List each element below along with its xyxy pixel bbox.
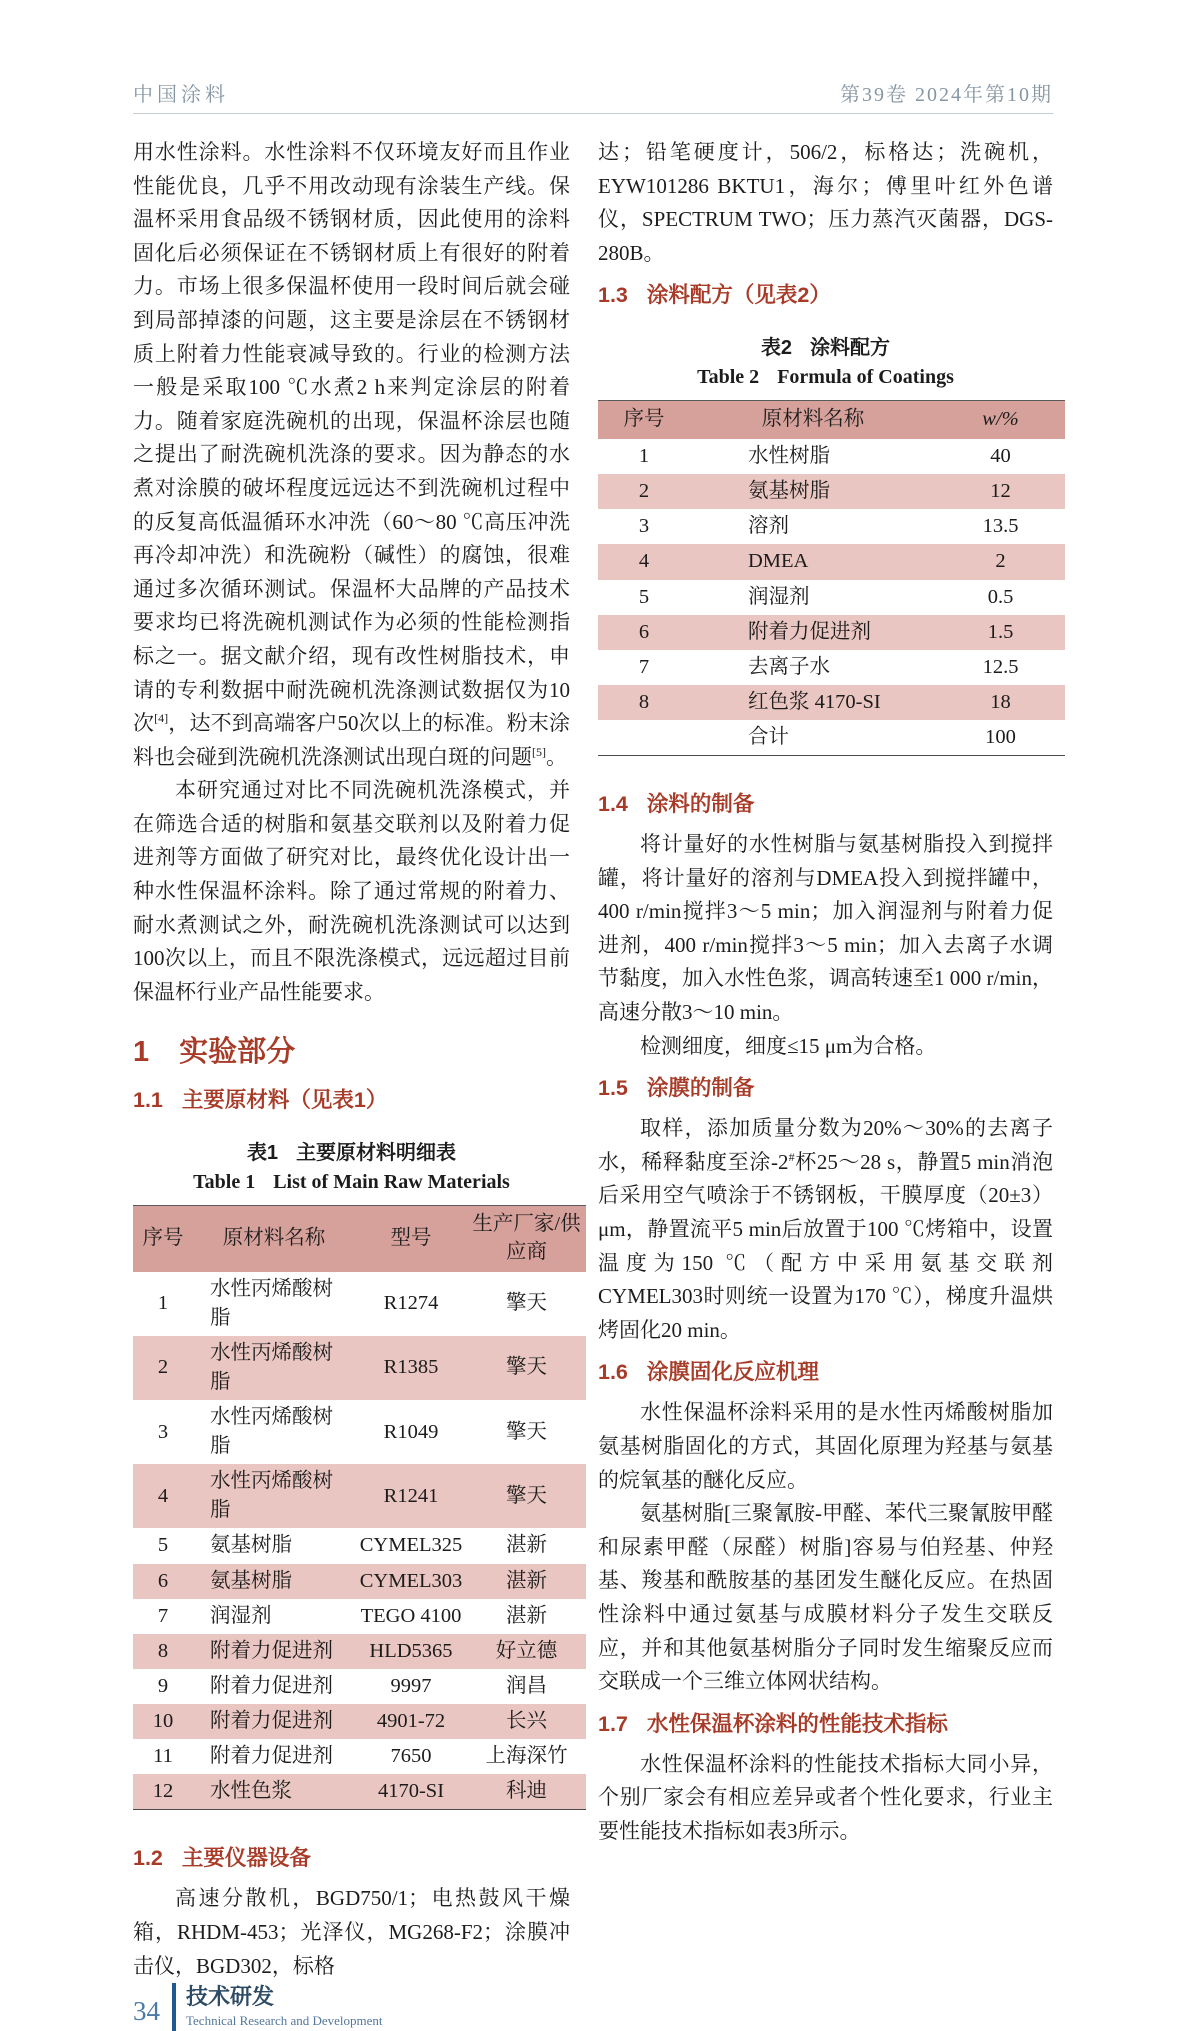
table-cell: 2 — [995, 550, 1006, 573]
table-cell: 2 — [157, 1356, 169, 1379]
table-cell: 去离子水 — [748, 655, 830, 678]
table-cell: 水性色浆 — [210, 1780, 292, 1803]
table-row — [598, 544, 1065, 579]
table-cell: 12 — [152, 1780, 174, 1803]
table-cell: CYMEL325 — [359, 1534, 463, 1557]
table-cell — [598, 720, 690, 756]
table-cell: 6 — [157, 1569, 169, 1592]
table-cell: 2 — [638, 480, 650, 503]
table-row — [598, 474, 1065, 509]
table-cell: 7 — [638, 655, 650, 678]
table-row — [133, 1739, 586, 1774]
table-cell: 4170-SI — [377, 1780, 445, 1803]
table-row — [598, 439, 1065, 474]
paragraph-study-overview: 本研究通过对比不同洗碗机洗涤模式，并在筛选合适的树脂和氨基交联剂以及附着力促进剂等方面做了研究对比，最终优化设计出一种水性保温杯涂料。除了通过常规的附着力、耐水煮测试之外，耐洗碗机洗涤测试可以达到100次以上，而且不限洗涤模式，远远超过目前保温杯行业产品性能要求。 — [133, 778, 570, 1004]
paragraph-instruments-continued: 达；铅笔硬度计，506/2，标格达；洗碗机，EYW101286 BKTU1，海尔；傅里叶红外色谱仪，SPECTRUM TWO；压力蒸汽灭菌器，DGS-280B。 — [598, 140, 1053, 265]
table2-header-row: 序号 原材料名称 w/% — [598, 401, 1065, 439]
paragraph-curing-mechanism-1: 水性保温杯涂料采用的是水性丙烯酸树脂加氨基树脂固化的方式，其固化原理为羟基与氨基的烷氧基的醚化反应。 — [598, 1400, 1053, 1492]
superscript-hash: # — [788, 1149, 795, 1164]
table-cell: 附着力促进剂 — [210, 1745, 333, 1768]
table-cell: HLD5365 — [369, 1639, 453, 1662]
table-cell: 科迪 — [506, 1780, 547, 1803]
table-cell: 11 — [153, 1745, 173, 1768]
page-footer — [133, 1983, 1053, 2031]
table-cell: 氨基树脂 — [748, 480, 830, 503]
paragraph-curing-mechanism-2: 氨基树脂[三聚氰胺-甲醛、苯代三聚氰胺甲醛和尿素甲醛（尿醛）树脂]容易与伯羟基、仲羟基、羧基和酰胺基的基团发生醚化反应。在热固性涂料中通过氨基与成膜材料分子发生交联反应，并和其他氨基树脂分子同时发生缩聚反应而交联成一个三维立体网状结构。 — [598, 1501, 1053, 1694]
table-row — [133, 1464, 586, 1528]
table-cell: 水性丙烯酸树脂 — [210, 1341, 333, 1393]
table-row — [133, 1400, 586, 1464]
table-row — [133, 1669, 586, 1704]
paragraph-intro: 用水性涂料。水性涂料不仅环境友好而且作业性能优良，几乎不用改动现有涂装生产线。保温杯采用食品级不锈钢材质，因此使用的涂料固化后必须保证在不锈钢材质上有很好的附着力。市场上很多保温杯使用一段时间后就会碰到局部掉漆的问题，这主要是涂层在不锈钢材质上附着力性能衰减导致的。行业的检测方法一般是采取100 ℃水煮2 h来判定涂层的附着力。随着家庭洗碗机的出现，保温杯涂层也随之提出了耐洗碗机洗涤的要求。因为静态的水煮对涂膜的破坏程度远远达不到洗碗机过程中的反复高低温循环水冲洗（60～80 ℃高压冲洗再冷却冲洗）和洗碗粉（碱性）的腐蚀，很难通过多次循环测试。保温杯大品牌的产品技术要求均已将洗碗机测试作为必须的性能检测指标之一。据文献介绍，现有改性树脂技术，申请的专利数据中耐洗碗机洗涤测试数据仅为10次[4]，达不到高端客户50次以上的标准。粉末涂料也会碰到洗碗机洗涤测试出现白斑的问题[5]。 — [133, 140, 571, 769]
journal-title: 中国涂料 — [133, 84, 229, 106]
table-cell: 3 — [157, 1420, 169, 1443]
table2-body — [598, 439, 1065, 755]
table1-caption-en: Table 1 List of Main Raw Materials — [193, 1171, 510, 1194]
table-cell: DMEA — [748, 550, 809, 573]
table-cell: 9997 — [390, 1674, 432, 1697]
section-number: 1 — [133, 1036, 150, 1069]
table-cell: R1274 — [383, 1292, 439, 1315]
section-1-3-heading: 1.3 涂料配方（见表2） — [598, 283, 831, 308]
table-cell: 4 — [157, 1484, 169, 1507]
section-1-2-heading: 1.2 主要仪器设备 — [133, 1846, 311, 1871]
page-number: 34 — [133, 1996, 160, 2027]
table-row — [133, 1599, 586, 1634]
table-cell: 溶剂 — [748, 515, 789, 538]
table-cell: 附着力促进剂 — [210, 1710, 333, 1733]
table-cell: 红色浆 4170-SI — [748, 690, 881, 713]
section-1-5-heading: 1.5 涂膜的制备 — [598, 1076, 755, 1101]
citation-ref-4: [4] — [154, 711, 169, 726]
table2-caption-zh: 表2 涂料配方 — [760, 337, 891, 360]
table2-formula — [598, 400, 1065, 756]
table-cell: 附着力促进剂 — [210, 1639, 333, 1662]
paragraph-coating-prep-1: 将计量好的水性树脂与氨基树脂投入到搅拌罐，将计量好的溶剂与DMEA投入到搅拌罐中，400 r/min搅拌3～5 min；加入润湿剂与附着力促进剂，400 r/min搅拌3～5 min；加入去离子水调节黏度，加入水性色浆，调高转速至1 000 r/min，高速分散3～10 min。 — [598, 832, 1053, 1025]
table-cell: 氨基树脂 — [210, 1569, 292, 1592]
table1-header-row: 序号 原材料名称 型号 生产厂家/供应商 — [133, 1206, 586, 1272]
table-cell: 18 — [990, 690, 1011, 713]
table-cell: 湛新 — [506, 1604, 547, 1627]
table-row — [133, 1704, 586, 1739]
table-cell: 氨基树脂 — [210, 1534, 292, 1557]
table-cell: 擎天 — [506, 1292, 547, 1315]
table-cell: R1385 — [383, 1356, 439, 1379]
table-row — [598, 580, 1065, 615]
table-cell: CYMEL303 — [359, 1569, 463, 1592]
footer-section-zh: 技术研发 — [186, 1984, 275, 2010]
table1-caption-zh: 表1 主要原材料明细表 — [246, 1142, 457, 1165]
citation-ref-5: [5] — [532, 744, 546, 759]
section-1-1-heading: 1.1 主要原材料（见表1） — [133, 1088, 388, 1113]
table1-body — [133, 1272, 586, 1810]
table-cell: 4 — [638, 550, 650, 573]
table-row — [133, 1528, 586, 1563]
footer-divider-bar — [172, 1983, 176, 2031]
table-cell: 润湿剂 — [748, 585, 810, 608]
table-row — [598, 615, 1065, 650]
table-cell: R1049 — [383, 1420, 439, 1443]
paragraph-instruments: 高速分散机，BGD750/1；电热鼓风干燥箱，RHDM-453；光泽仪，MG268-F2；涂膜冲击仪，BGD302，标格 — [133, 1886, 570, 1978]
table-cell: 7650 — [390, 1745, 432, 1768]
table-row — [133, 1634, 586, 1669]
table-row — [598, 650, 1065, 685]
table-cell: 水性丙烯酸树脂 — [210, 1470, 333, 1522]
table-row — [133, 1336, 586, 1400]
table-row — [598, 509, 1065, 544]
table-cell: 好立德 — [495, 1639, 558, 1662]
paragraph-film-prep: 取样，添加质量分数为20%～30%的去离子水，稀释黏度至涂-2#杯25～28 s，静置5 min消泡后采用空气喷涂于不锈钢板，干膜厚度（20±3） μm，静置流平5 min后放置于100 ℃烤箱中，设置温度为150 ℃（配方中采用氨基交联剂CYMEL303时则统一设置为170 ℃），梯度升温烘烤固化20 min。 — [598, 1116, 1053, 1342]
left-column — [133, 136, 581, 1983]
table-row — [598, 685, 1065, 720]
table-cell: 8 — [638, 690, 650, 713]
table2-caption-en: Table 2 Formula of Coatings — [697, 366, 954, 389]
table-cell: 100 — [985, 725, 1016, 748]
table-cell: 湛新 — [506, 1534, 547, 1557]
table-cell: 附着力促进剂 — [748, 620, 871, 643]
volume-issue: 第39卷 2024年第10期 — [840, 84, 1053, 106]
section-1-heading — [133, 1035, 570, 1070]
table-cell: 合计 — [748, 725, 789, 748]
table-cell: 9 — [157, 1674, 169, 1697]
paragraph-performance-index: 水性保温杯涂料的性能技术指标大同小异，个别厂家会有相应差异或者个性化要求，行业主要性能技术指标如表3所示。 — [598, 1751, 1053, 1843]
table-cell: 13.5 — [982, 515, 1019, 538]
table-cell: 40 — [990, 445, 1011, 468]
table-cell: 擎天 — [506, 1356, 547, 1379]
table-cell: 6 — [638, 620, 650, 643]
table-cell: 上海深竹 — [485, 1745, 568, 1768]
table-row — [133, 1564, 586, 1599]
table-cell: 附着力促进剂 — [210, 1674, 333, 1697]
table-cell: 1 — [157, 1292, 169, 1315]
table-cell: 擎天 — [506, 1484, 547, 1507]
table-cell: 8 — [157, 1639, 169, 1662]
table-row — [598, 720, 1065, 756]
table-cell: 1 — [638, 445, 650, 468]
table-cell: 12.5 — [982, 655, 1019, 678]
section-1-4-heading: 1.4 涂料的制备 — [598, 792, 755, 817]
table-cell: 1.5 — [987, 620, 1014, 643]
table-cell: 擎天 — [506, 1420, 547, 1443]
table-cell: 7 — [157, 1604, 169, 1627]
table-cell: 水性丙烯酸树脂 — [210, 1277, 333, 1329]
table-cell: 4901-72 — [376, 1710, 446, 1733]
table-cell: 湛新 — [506, 1569, 547, 1592]
table-cell: 长兴 — [506, 1710, 547, 1733]
section-title: 实验部分 — [179, 1036, 296, 1069]
table-cell: 10 — [152, 1710, 174, 1733]
table-row — [133, 1272, 586, 1336]
paragraph-coating-prep-2: 检测细度，细度≤15 μm为合格。 — [640, 1033, 937, 1058]
two-column-body — [133, 136, 1053, 1983]
table-cell: TEGO 4100 — [360, 1604, 462, 1627]
right-column — [598, 136, 1053, 1849]
table1-raw-materials — [133, 1205, 586, 1810]
table-cell: 5 — [157, 1534, 169, 1557]
table-cell: 润昌 — [506, 1674, 547, 1697]
table-cell: 水性丙烯酸树脂 — [210, 1406, 333, 1458]
running-head — [133, 78, 1053, 114]
table-cell: 3 — [638, 515, 650, 538]
footer-section-en: Technical Research and Development — [186, 2012, 383, 2028]
table-cell: 润湿剂 — [210, 1604, 272, 1627]
section-1-7-heading: 1.7 水性保温杯涂料的性能技术指标 — [598, 1711, 948, 1736]
section-1-6-heading: 1.6 涂膜固化反应机理 — [598, 1360, 819, 1385]
table-cell: 12 — [990, 480, 1011, 503]
table-cell: R1241 — [383, 1484, 439, 1507]
table-row — [133, 1774, 586, 1810]
table-cell: 0.5 — [987, 585, 1014, 608]
table-cell: 水性树脂 — [748, 445, 830, 468]
table-cell: 5 — [638, 585, 650, 608]
